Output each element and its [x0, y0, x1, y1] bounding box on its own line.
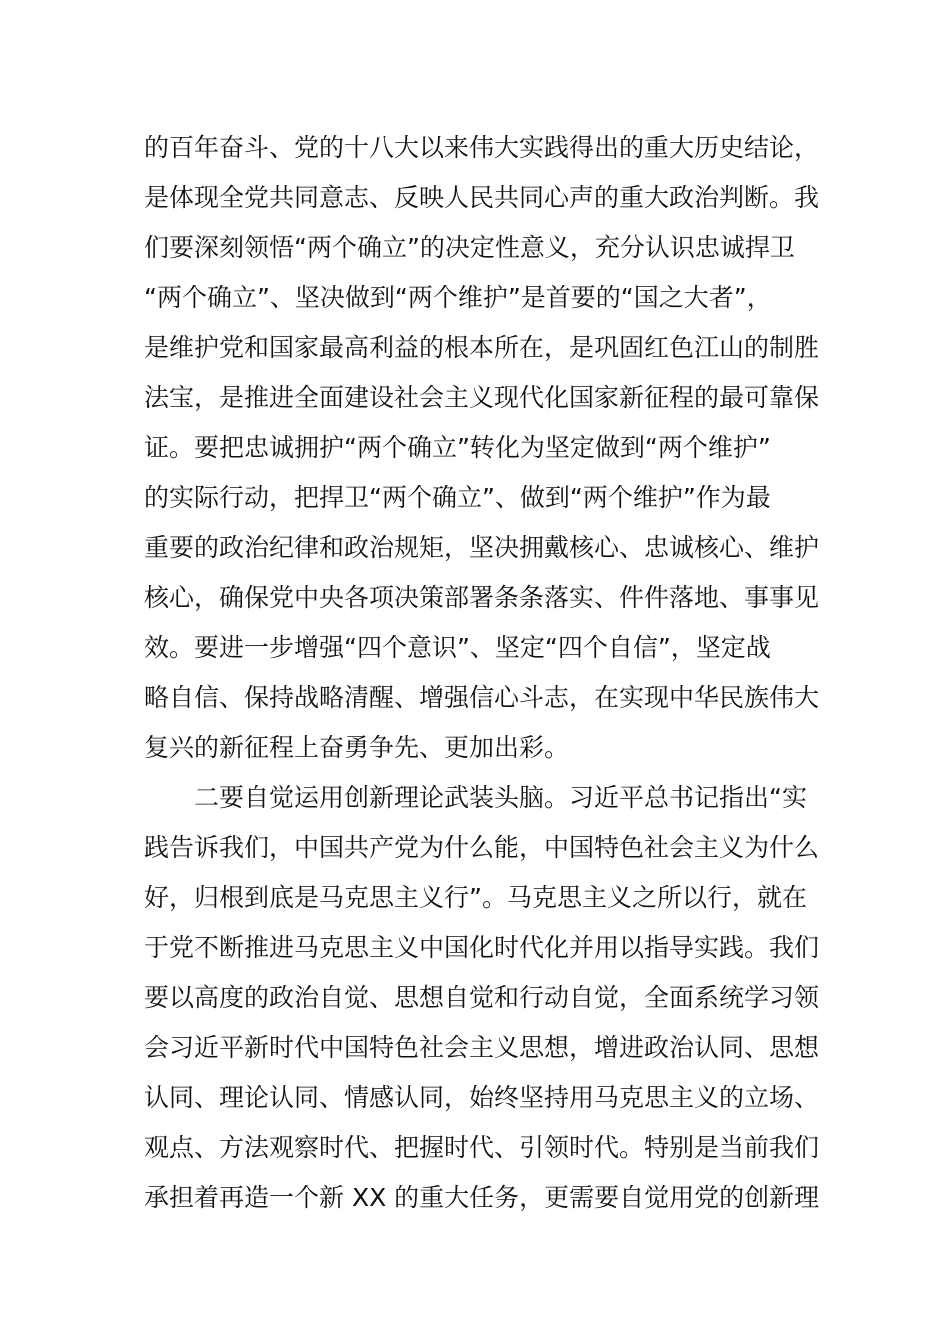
text-line: 重要的政治纪律和政治规矩，坚决拥戴核心、忠诚核心、维护: [144, 533, 820, 562]
text-line: 的实际行动，把捍卫“两个确立”、做到“两个维护”作为最: [144, 483, 771, 512]
text-line: 略自信、保持战略清醒、增强信心斗志，在实现中华民族伟大: [144, 683, 820, 712]
text-line: 于党不断推进马克思主义中国化时代化并用以指导实践。我们: [144, 933, 820, 962]
text-line: 好，归根到底是马克思主义行”。马克思主义之所以行，就在: [144, 883, 807, 912]
text-line: “两个确立”、坚决做到“两个维护”是首要的“国之大者”，: [144, 283, 772, 312]
text-line: 认同、理论认同、情感认同，始终坚持用马克思主义的立场、: [144, 1083, 820, 1112]
text-line: 践告诉我们，中国共产党为什么能，中国特色社会主义为什么: [144, 833, 820, 862]
text-line: 证。要把忠诚拥护“两个确立”转化为坚定做到“两个维护”: [144, 433, 771, 462]
text-line: 复兴的新征程上奋勇争先、更加出彩。: [144, 733, 570, 762]
text-line: 观点、方法观察时代、把握时代、引领时代。特别是当前我们: [144, 1133, 820, 1162]
text-line: 核心，确保党中央各项决策部署条条落实、件件落地、事事见: [144, 583, 820, 612]
text-line: 是体现全党共同意志、反映人民共同心声的重大政治判断。我: [144, 183, 820, 212]
text-line: 效。要进一步增强“四个意识”、坚定“四个自信”，坚定战: [144, 633, 771, 662]
paragraph-start-line: 二要自觉运用创新理论武装头脑。习近平总书记指出“实: [194, 783, 807, 812]
text-line: 法宝，是推进全面建设社会主义现代化国家新征程的最可靠保: [144, 383, 820, 412]
text-line: 的百年奋斗、党的十八大以来伟大实践得出的重大历史结论，: [144, 133, 820, 162]
text-line: 会习近平新时代中国特色社会主义思想，增进政治认同、思想: [144, 1033, 820, 1062]
text-line: 承担着再造一个新 XX 的重大任务，更需要自觉用党的创新理: [144, 1183, 820, 1212]
text-line: 要以高度的政治自觉、思想自觉和行动自觉，全面系统学习领: [144, 983, 820, 1012]
text-line: 们要深刻领悟“两个确立”的决定性意义，充分认识忠诚捍卫: [144, 233, 795, 262]
text-line: 是维护党和国家最高利益的根本所在，是巩固红色江山的制胜: [144, 333, 820, 362]
body-text: [144, 123, 824, 1223]
